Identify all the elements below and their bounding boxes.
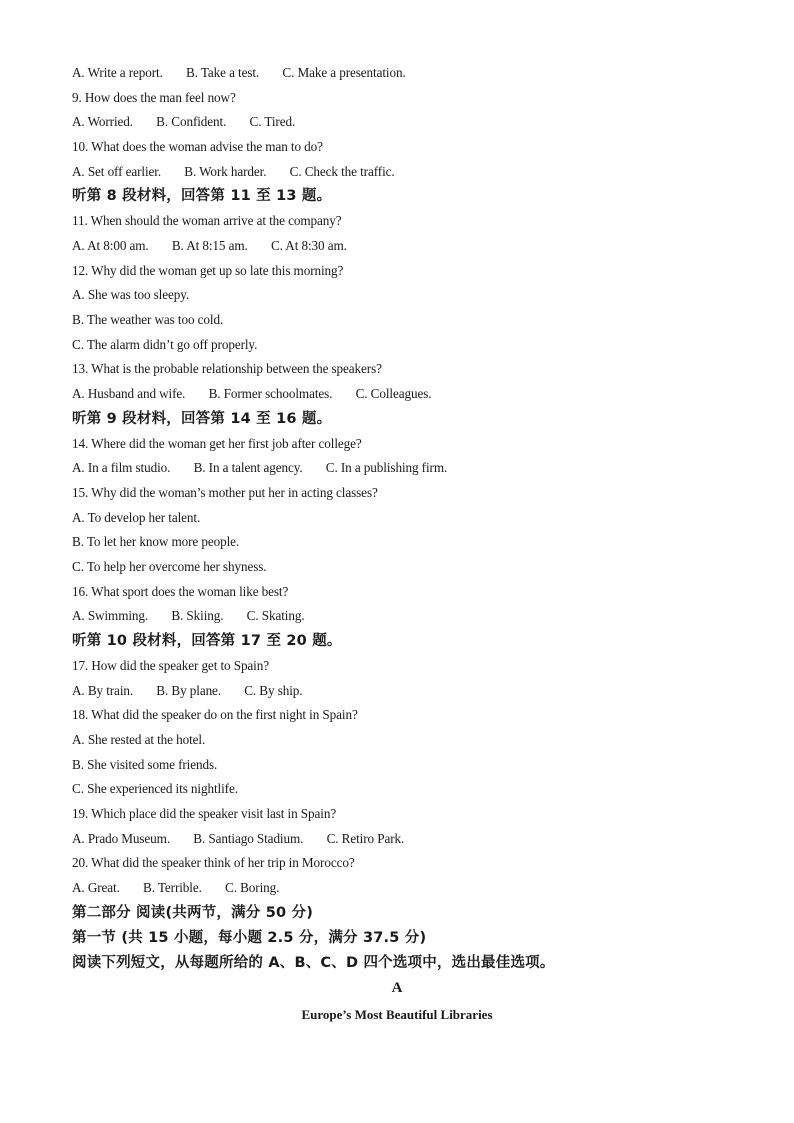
q19-options xyxy=(72,830,404,848)
passage-letter: A xyxy=(391,980,403,996)
q19-option-c: C. Retiro Park. xyxy=(326,831,405,846)
q9-option-b: B. Confident. xyxy=(156,114,227,129)
q14-option-b: B. In a talent agency. xyxy=(193,460,303,475)
q20-options xyxy=(72,879,279,897)
q10-option-c: C. Check the traffic. xyxy=(289,164,395,179)
q13-option-b: B. Former schoolmates. xyxy=(208,386,333,401)
question-15: 15. Why did the woman’s mother put her in acting classes? xyxy=(72,485,378,500)
q19-option-a: A. Prado Museum. xyxy=(72,831,171,846)
q8-options xyxy=(72,64,406,82)
q13-option-a: A. Husband and wife. xyxy=(72,386,186,401)
q16-option-a: A. Swimming. xyxy=(72,608,149,623)
passage-title: Europe’s Most Beautiful Libraries xyxy=(301,1007,493,1022)
q12-option-b: B. The weather was too cold. xyxy=(72,312,224,327)
q12-option-c: C. The alarm didn’t go off properly. xyxy=(72,337,258,352)
section-one-heading: 第一节 (共 15 小题，每小题 2.5 分，满分 37.5 分) xyxy=(72,930,427,946)
q10-options xyxy=(72,163,395,181)
q17-options xyxy=(72,682,302,700)
question-12: 12. Why did the woman get up so late this morning? xyxy=(72,263,344,278)
q12-option-a: A. She was too sleepy. xyxy=(72,287,190,302)
question-14: 14. Where did the woman get her first job after college? xyxy=(72,436,362,451)
question-9: 9. How does the man feel now? xyxy=(72,90,236,105)
reading-instruction: 阅读下列短文，从每题所给的 A、B、C、D 四个选项中，选出最佳选项。 xyxy=(72,955,555,971)
q14-option-a: A. In a film studio. xyxy=(72,460,171,475)
q9-option-c: C. Tired. xyxy=(249,114,296,129)
q16-options xyxy=(72,607,305,625)
question-16: 16. What sport does the woman like best? xyxy=(72,584,289,599)
question-17: 17. How did the speaker get to Spain? xyxy=(72,658,269,673)
q18-option-b: B. She visited some friends. xyxy=(72,757,218,772)
q20-option-c: C. Boring. xyxy=(225,880,280,895)
q8-option-b: B. Take a test. xyxy=(186,65,260,80)
q14-option-c: C. In a publishing firm. xyxy=(325,460,448,475)
section-heading-8: 听第 8 段材料，回答第 11 至 13 题。 xyxy=(72,188,332,204)
q10-option-b: B. Work harder. xyxy=(184,164,267,179)
section-heading-10: 听第 10 段材料，回答第 17 至 20 题。 xyxy=(72,633,342,649)
q16-option-c: C. Skating. xyxy=(246,608,305,623)
q16-option-b: B. Skiing. xyxy=(171,608,224,623)
section-heading-9: 听第 9 段材料，回答第 14 至 16 题。 xyxy=(72,411,332,427)
q17-option-a: A. By train. xyxy=(72,683,134,698)
question-10: 10. What does the woman advise the man to do? xyxy=(72,139,323,154)
q18-option-c: C. She experienced its nightlife. xyxy=(72,781,238,796)
q11-option-a: A. At 8:00 am. xyxy=(72,238,149,253)
q15-option-a: A. To develop her talent. xyxy=(72,510,201,525)
q8-option-c: C. Make a presentation. xyxy=(282,65,406,80)
q13-option-c: C. Colleagues. xyxy=(355,386,432,401)
q19-option-b: B. Santiago Stadium. xyxy=(193,831,304,846)
question-13: 13. What is the probable relationship between the speakers? xyxy=(72,361,382,376)
question-20: 20. What did the speaker think of her trip in Morocco? xyxy=(72,855,355,870)
q11-option-b: B. At 8:15 am. xyxy=(171,238,248,253)
q9-options xyxy=(72,113,295,131)
q17-option-b: B. By plane. xyxy=(156,683,222,698)
q15-option-b: B. To let her know more people. xyxy=(72,534,240,549)
q17-option-c: C. By ship. xyxy=(244,683,303,698)
question-11: 11. When should the woman arrive at the company? xyxy=(72,213,342,228)
q20-option-a: A. Great. xyxy=(72,880,120,895)
q13-options xyxy=(72,385,431,403)
part-two-heading: 第二部分 阅读(共两节，满分 50 分) xyxy=(72,905,314,921)
question-18: 18. What did the speaker do on the first night in Spain? xyxy=(72,707,358,722)
q11-option-c: C. At 8:30 am. xyxy=(270,238,347,253)
q18-option-a: A. She rested at the hotel. xyxy=(72,732,206,747)
question-19: 19. Which place did the speaker visit last in Spain? xyxy=(72,806,337,821)
q20-option-b: B. Terrible. xyxy=(143,880,202,895)
q8-option-a: A. Write a report. xyxy=(72,65,163,80)
q15-option-c: C. To help her overcome her shyness. xyxy=(72,559,267,574)
q14-options xyxy=(72,459,447,477)
q10-option-a: A. Set off earlier. xyxy=(72,164,162,179)
q11-options xyxy=(72,237,347,255)
q9-option-a: A. Worried. xyxy=(72,114,133,129)
